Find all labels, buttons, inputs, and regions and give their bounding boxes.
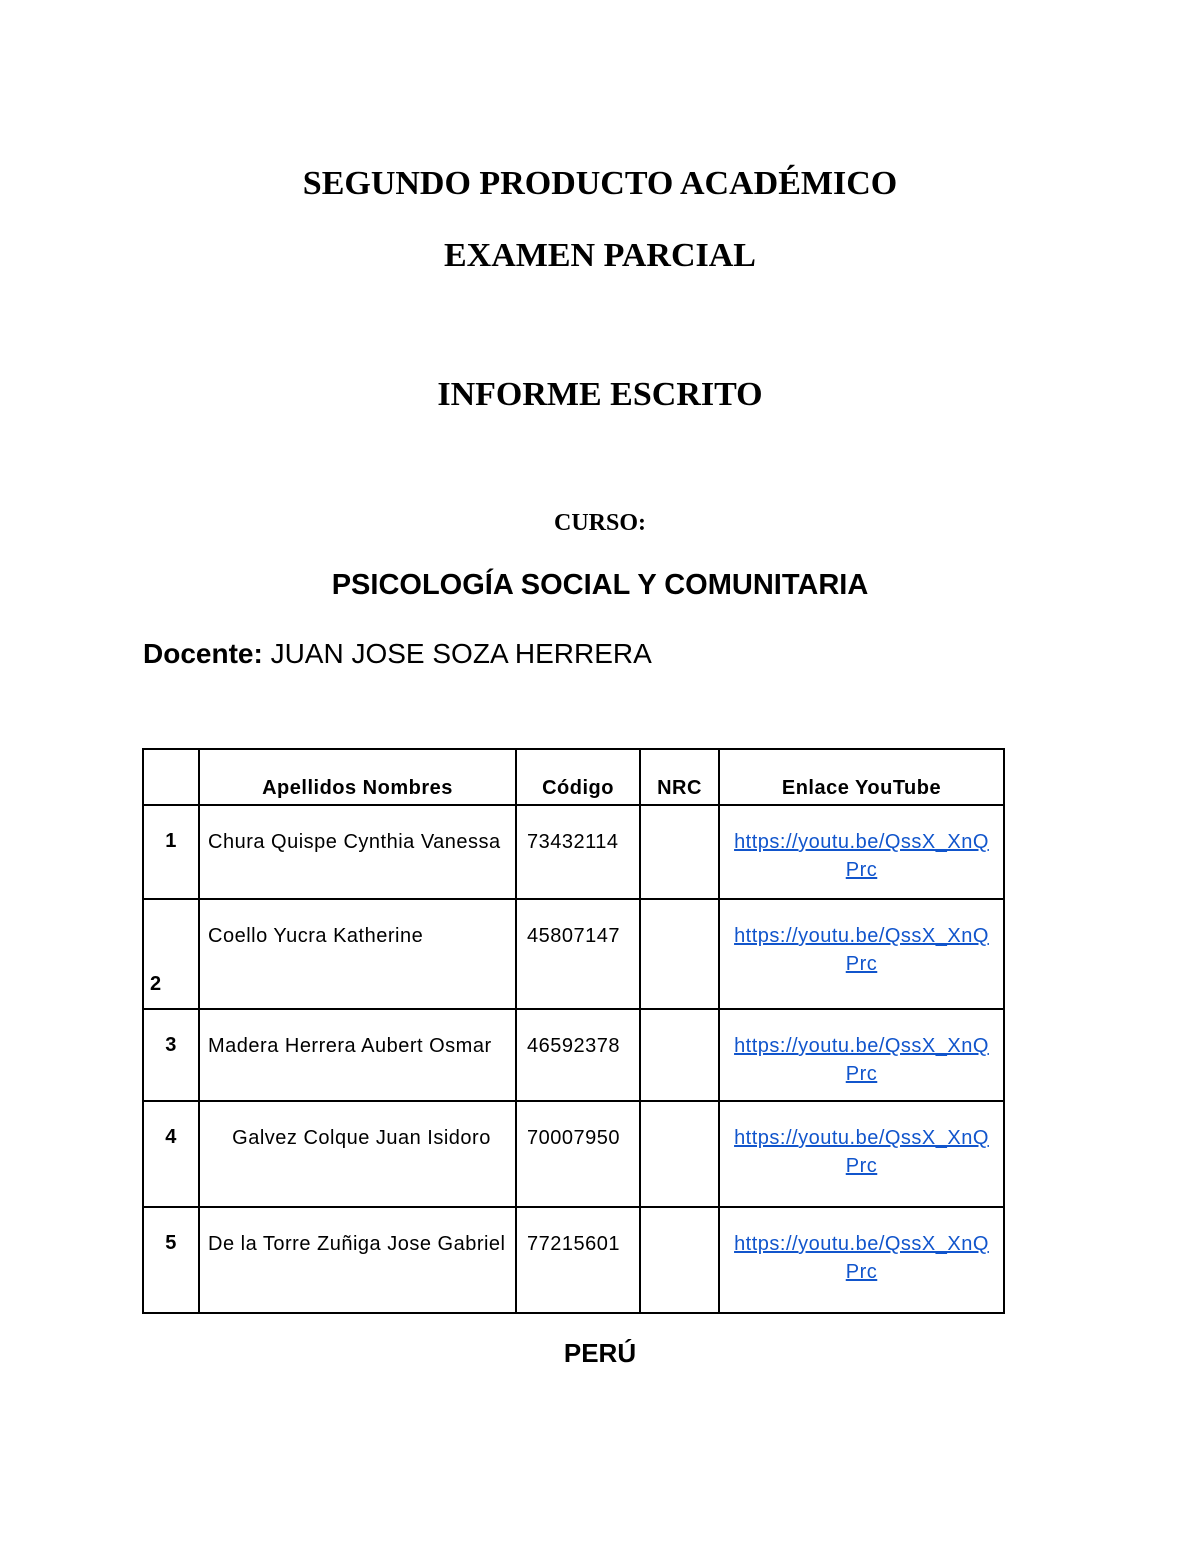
- student-nrc: [640, 899, 719, 1009]
- youtube-link[interactable]: https://youtu.be/QssX_XnQ Prc: [719, 1009, 1004, 1101]
- students-table: [142, 748, 1005, 1314]
- title-line-3: INFORME ESCRITO: [437, 376, 763, 413]
- student-code: 70007950: [516, 1101, 640, 1207]
- student-nrc: [640, 1101, 719, 1207]
- row-number: 3: [143, 1009, 199, 1101]
- table-row: [143, 1009, 1004, 1101]
- student-name: De la Torre Zuñiga Jose Gabriel: [199, 1207, 516, 1313]
- header-nrc: NRC: [640, 749, 719, 805]
- student-nrc: [640, 1009, 719, 1101]
- student-nrc: [640, 805, 719, 899]
- youtube-link[interactable]: https://youtu.be/QssX_XnQ Prc: [719, 1207, 1004, 1313]
- youtube-link[interactable]: https://youtu.be/QssX_XnQ Prc: [719, 805, 1004, 899]
- country-label: PERÚ: [563, 1338, 637, 1368]
- header-number: [143, 749, 199, 805]
- student-code: 77215601: [516, 1207, 640, 1313]
- student-code: 46592378: [516, 1009, 640, 1101]
- header-youtube-link: Enlace YouTube: [719, 749, 1004, 805]
- student-nrc: [640, 1207, 719, 1313]
- student-name: Madera Herrera Aubert Osmar: [199, 1009, 516, 1101]
- student-name: Chura Quispe Cynthia Vanessa: [199, 805, 516, 899]
- table-row: [143, 1207, 1004, 1313]
- teacher-line: [143, 638, 652, 670]
- table-row: [143, 805, 1004, 899]
- table-row: [143, 1101, 1004, 1207]
- student-code: 45807147: [516, 899, 640, 1009]
- table-header-row: [143, 749, 1004, 805]
- course-name: PSICOLOGÍA SOCIAL Y COMUNITARIA: [331, 569, 869, 601]
- student-name: Coello Yucra Katherine: [199, 899, 516, 1009]
- title-line-2: EXAMEN PARCIAL: [444, 237, 756, 274]
- row-number: 1: [143, 805, 199, 899]
- title-line-1: SEGUNDO PRODUCTO ACADÉMICO: [302, 165, 898, 202]
- student-name: Galvez Colque Juan Isidoro: [199, 1101, 516, 1207]
- teacher-label: Docente:: [143, 638, 263, 669]
- row-number: 2: [143, 899, 199, 1009]
- teacher-name: JUAN JOSE SOZA HERRERA: [270, 638, 652, 669]
- youtube-link[interactable]: https://youtu.be/QssX_XnQ Prc: [719, 1101, 1004, 1207]
- course-label: CURSO:: [553, 510, 646, 536]
- header-code: Código: [516, 749, 640, 805]
- student-code: 73432114: [516, 805, 640, 899]
- row-number: 5: [143, 1207, 199, 1313]
- table-row: [143, 899, 1004, 1009]
- youtube-link[interactable]: https://youtu.be/QssX_XnQ Prc: [719, 899, 1004, 1009]
- header-names: Apellidos Nombres: [199, 749, 516, 805]
- row-number: 4: [143, 1101, 199, 1207]
